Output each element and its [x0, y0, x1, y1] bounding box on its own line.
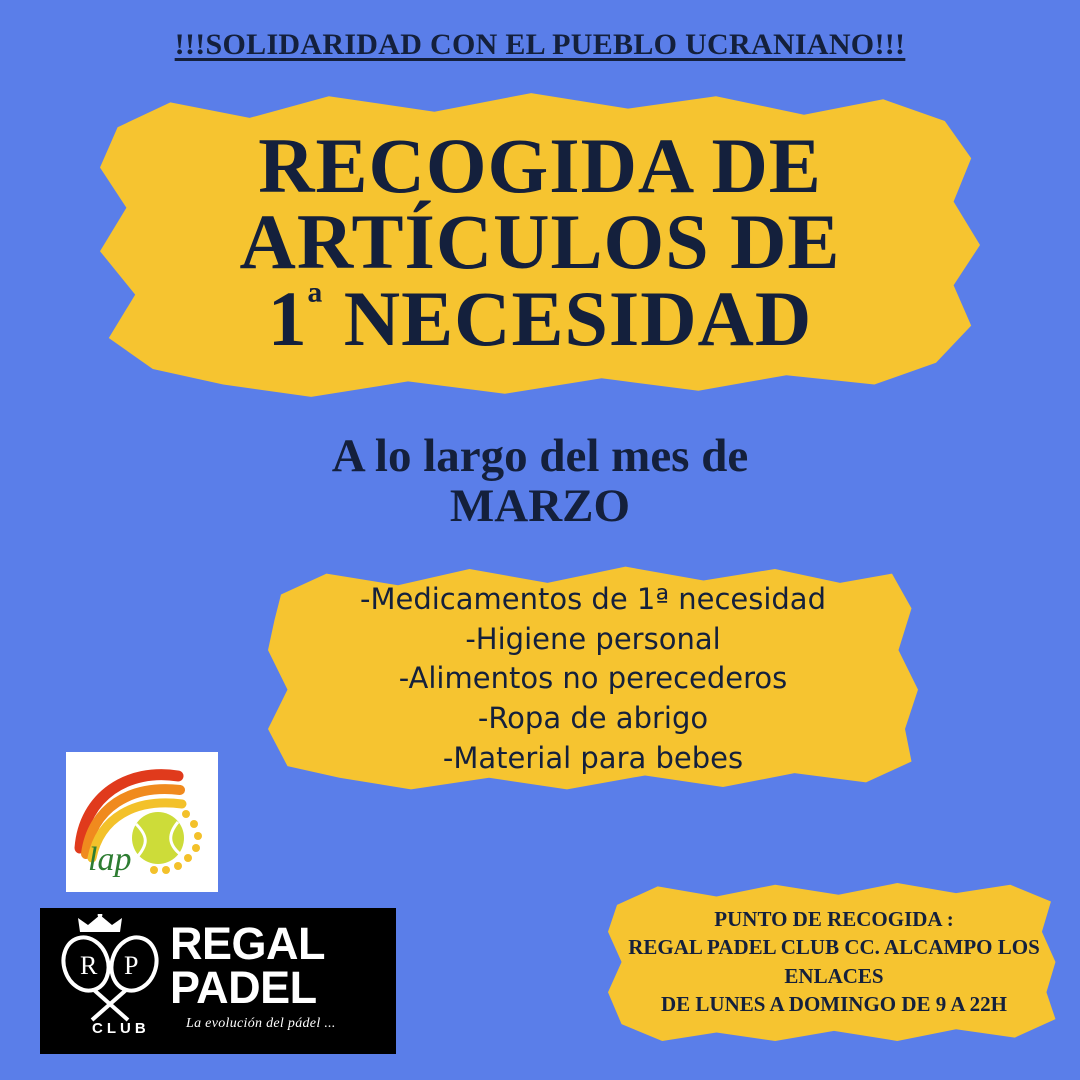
list-item: -Ropa de abrigo	[477, 701, 709, 736]
list-item: -Material para bebes	[442, 740, 744, 775]
svg-text:R: R	[80, 951, 98, 980]
title-line-2: ARTÍCULOS DE	[239, 198, 841, 286]
title-line-3	[0, 275, 1080, 363]
regal-wordmark	[170, 918, 390, 1014]
title-line-3-ordinal: ª	[307, 277, 324, 331]
list-item: -Medicamentos de 1ª necesidad	[360, 582, 826, 616]
title-line-3-number: 1	[267, 275, 308, 363]
crown-icon	[76, 914, 124, 934]
pickup-line-4: DE LUNES A DOMINGO DE 9 A 22H	[661, 992, 1007, 1017]
pickup-line-1: PUNTO DE RECOGIDA :	[714, 907, 954, 931]
lap-logo-icon	[66, 752, 218, 892]
subtitle-line-2: MARZO	[449, 479, 631, 532]
subtitle-line-1: A lo largo del mes de	[331, 430, 749, 482]
regal-tagline: La evolución del pádel ...	[186, 1016, 336, 1031]
pickup-line-2: REGAL PADEL CLUB CC. ALCAMPO LOS	[628, 935, 1040, 960]
title-line-1: RECOGIDA DE	[258, 122, 822, 209]
list-item: -Alimentos no perecederos	[398, 661, 788, 696]
svg-text:P: P	[124, 951, 139, 980]
page-title	[0, 122, 1080, 363]
subtitle	[0, 432, 1080, 532]
lap-logo	[66, 752, 218, 892]
regal-padel-logo	[40, 908, 396, 1054]
title-line-3-rest: NECESIDAD	[323, 275, 813, 363]
pickup-point-info	[608, 905, 1060, 1018]
pickup-line-3: ENLACES	[784, 963, 884, 988]
solidarity-banner: !!!SOLIDARIDAD CON EL PUEBLO UCRANIANO!!!	[174, 28, 906, 61]
regal-wordmark-line-1: REGAL	[170, 918, 325, 969]
regal-wordmark-line-2: PADEL	[170, 962, 317, 1014]
regal-club-word: CLUB	[92, 1020, 150, 1037]
donation-items-list	[268, 580, 918, 779]
svg-text:lap: lap	[88, 841, 132, 878]
list-item: -Higiene personal	[465, 621, 721, 656]
